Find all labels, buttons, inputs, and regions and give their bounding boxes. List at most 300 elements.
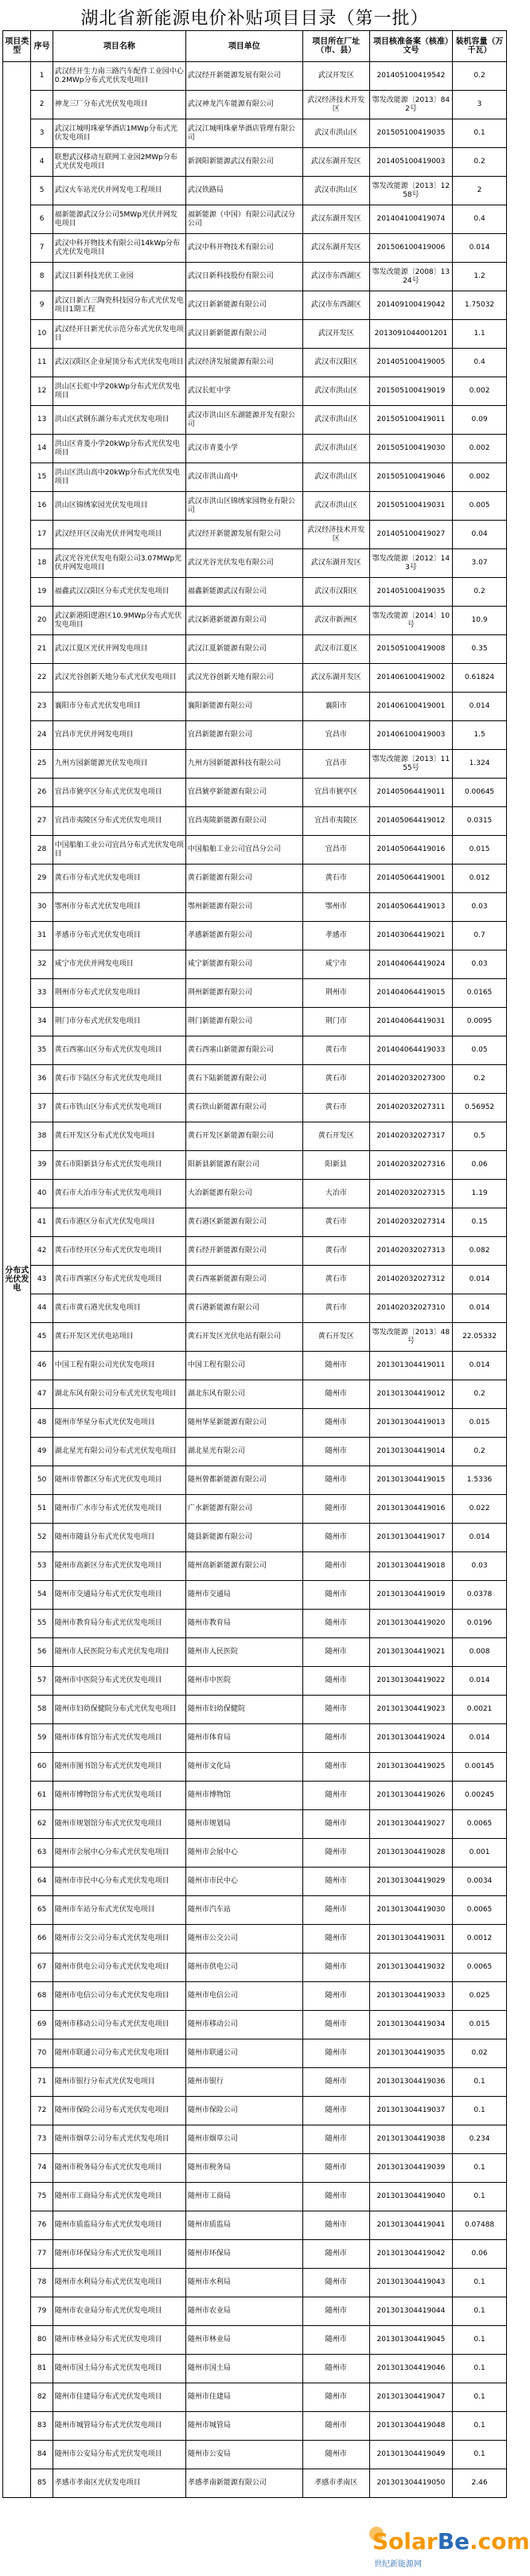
project-location: 宜昌市: [302, 721, 369, 750]
project-name: 荆州市分布式光伏发电项目: [53, 979, 185, 1008]
capacity: 0.56952: [453, 1094, 507, 1122]
project-location: 孝感市: [302, 922, 369, 950]
project-location: 黄石开发区: [302, 1323, 369, 1352]
approval-doc: 201301304419037: [369, 2097, 452, 2125]
project-unit: 随州市市民中心: [185, 1868, 302, 1896]
project-location: 随州市: [302, 1724, 369, 1753]
row-number: 27: [31, 807, 53, 836]
row-number: 3: [31, 119, 53, 148]
project-location: 随州市: [302, 2297, 369, 2326]
row-number: 23: [31, 693, 53, 721]
approval-doc: 201402032027313: [369, 1237, 452, 1266]
capacity: 0.0315: [453, 807, 507, 836]
project-location: 武汉市东西湖区: [302, 291, 369, 320]
project-unit: 随州市烟草公司: [185, 2125, 302, 2154]
row-number: 48: [31, 1409, 53, 1438]
project-name: 随州市人民医院分布式光伏发电项目: [53, 1638, 185, 1667]
approval-doc: 201403064419021: [369, 922, 452, 950]
approval-doc: 201301304419013: [369, 1409, 452, 1438]
project-unit: 武汉经开新能源发展有限公司: [185, 62, 302, 91]
approval-doc: 201301304419032: [369, 1953, 452, 1982]
capacity: 0.35: [453, 635, 507, 664]
project-unit: 武汉光谷创新天地有限公司: [185, 664, 302, 693]
approval-doc: 201406100419002: [369, 664, 452, 693]
table-row: [3, 1151, 507, 1180]
approval-doc: 201402032027317: [369, 1122, 452, 1151]
table-row: [3, 2125, 507, 2154]
capacity: 0.0034: [453, 1868, 507, 1896]
row-number: 65: [31, 1896, 53, 1925]
project-location: 宜昌市: [302, 750, 369, 779]
project-name: 宜昌市猇亭区分布式光伏发电项目: [53, 779, 185, 807]
capacity: 0.09: [453, 406, 507, 435]
project-unit: 随州市环保局: [185, 2240, 302, 2269]
table-row: [3, 1008, 507, 1036]
project-location: 襄阳市: [302, 693, 369, 721]
row-number: 43: [31, 1266, 53, 1294]
project-unit: 武汉经济发展能源有限公司: [185, 349, 302, 377]
approval-doc: 201405100419035: [369, 578, 452, 607]
project-unit: 随州市体育局: [185, 1724, 302, 1753]
table-row: [3, 1495, 507, 1524]
capacity: 0.015: [453, 836, 507, 865]
table-row: [3, 2240, 507, 2269]
capacity: 0.1: [453, 2068, 507, 2097]
project-unit: 武汉市洪山高中: [185, 463, 302, 492]
project-location: 武汉市新洲区: [302, 607, 369, 635]
row-number: 52: [31, 1524, 53, 1552]
row-number: 11: [31, 349, 53, 377]
header-doc: 项目核准备案（核准）文号: [369, 31, 452, 62]
project-name: 武汉新港阳逻港区10.9MWp分布式光伏发电项目: [53, 607, 185, 635]
project-name: 随州市农业局分布式光伏发电项目: [53, 2297, 185, 2326]
approval-doc: 201301304419049: [369, 2441, 452, 2469]
approval-doc: 201301304419033: [369, 1982, 452, 2011]
project-name: 随州市体育馆分布式光伏发电项目: [53, 1724, 185, 1753]
row-number: 82: [31, 2383, 53, 2412]
project-name: 黄石西塞山区分布式光伏发电项目: [53, 1036, 185, 1065]
project-unit: 襄阳新能源有限公司: [185, 693, 302, 721]
project-unit: 宜昌夷陵新能源有限公司: [185, 807, 302, 836]
table-row: [3, 1810, 507, 1839]
project-location: 随州市: [302, 1810, 369, 1839]
project-name: 随州市环保局分布式光伏发电项目: [53, 2240, 185, 2269]
row-number: 22: [31, 664, 53, 693]
approval-doc: 201301304419031: [369, 1925, 452, 1953]
project-name: 福新能源武汉分公司5MWp光伏并网发电项目: [53, 205, 185, 234]
project-name: 黄石市分布式光伏发电项目: [53, 865, 185, 893]
project-unit: 随州市公交公司: [185, 1925, 302, 1953]
row-number: 12: [31, 377, 53, 406]
project-location: 咸宁市: [302, 950, 369, 979]
project-name: 武汉光谷光伏发电有限公司3.07MWp光伏并网发电项目: [53, 549, 185, 578]
row-number: 77: [31, 2240, 53, 2269]
row-number: 78: [31, 2269, 53, 2297]
project-name: 随州市华星分布式光伏发电项目: [53, 1409, 185, 1438]
table-row: [3, 1409, 507, 1438]
project-location: 随州市: [302, 2183, 369, 2211]
project-unit: 黄石新能源有限公司: [185, 865, 302, 893]
approval-doc: 201505100419030: [369, 435, 452, 463]
project-unit: 中国工程有限公司: [185, 1352, 302, 1380]
project-unit: 随州市质监局: [185, 2211, 302, 2240]
project-unit: 黄石港新能源有限公司: [185, 1294, 302, 1323]
table-row: [3, 2469, 507, 2498]
project-unit: 宜昌猇亭新能源有限公司: [185, 779, 302, 807]
project-unit: 武汉光谷光伏发电有限公司: [185, 549, 302, 578]
row-number: 49: [31, 1438, 53, 1466]
project-name: 随州市车站分布式光伏发电项目: [53, 1896, 185, 1925]
project-name: 随州市烟草公司分布式光伏发电项目: [53, 2125, 185, 2154]
project-unit: 随州市会展中心: [185, 1839, 302, 1868]
project-location: 随州市: [302, 1466, 369, 1495]
project-location: 荆门市: [302, 1008, 369, 1036]
project-name: 洪山区长虹中学20kWp分布式光伏发电项目: [53, 377, 185, 406]
project-unit: 武汉神龙汽车能源有限公司: [185, 91, 302, 119]
table-row: [3, 377, 507, 406]
capacity: 0.2: [453, 62, 507, 91]
project-location: 随州市: [302, 1581, 369, 1610]
header-capacity: 装机容量（万千瓦）: [453, 31, 507, 62]
capacity: 0.0065: [453, 1953, 507, 1982]
header-row: [3, 31, 507, 62]
capacity: 0.0065: [453, 1810, 507, 1839]
row-number: 55: [31, 1610, 53, 1638]
project-unit: 咸宁新能源有限公司: [185, 950, 302, 979]
project-location: 黄石市: [302, 1266, 369, 1294]
row-number: 72: [31, 2097, 53, 2125]
approval-doc: 201301304419011: [369, 1352, 452, 1380]
table-row: [3, 2412, 507, 2441]
capacity: 0.03: [453, 893, 507, 922]
row-number: 44: [31, 1294, 53, 1323]
project-name: 咸宁市光伏并网发电项目: [53, 950, 185, 979]
table-row: [3, 2383, 507, 2412]
table-row: [3, 607, 507, 635]
table-row: [3, 291, 507, 320]
table-row: [3, 922, 507, 950]
header-type: 项目类型: [3, 31, 31, 62]
project-unit: 随州市银行: [185, 2068, 302, 2097]
row-number: 39: [31, 1151, 53, 1180]
project-name: 洪山区武钢东湖分布式光伏发电项目: [53, 406, 185, 435]
approval-doc: 201404064419033: [369, 1036, 452, 1065]
row-number: 35: [31, 1036, 53, 1065]
table-row: [3, 1782, 507, 1810]
project-unit: 随州华星新能源有限公司: [185, 1409, 302, 1438]
watermark-logo: SolarBe.com: [372, 2528, 530, 2555]
table-row: [3, 349, 507, 377]
project-location: 随州市: [302, 1896, 369, 1925]
project-location: 随州市: [302, 2383, 369, 2412]
project-location: 随州市: [302, 1552, 369, 1581]
project-location: 宜昌市夷陵区: [302, 807, 369, 836]
approval-doc: 201505100419031: [369, 492, 452, 521]
table-row: [3, 1753, 507, 1782]
capacity: 0.082: [453, 1237, 507, 1266]
row-number: 68: [31, 1982, 53, 2011]
table-row: [3, 1638, 507, 1667]
row-number: 7: [31, 234, 53, 263]
capacity: 0.05: [453, 1036, 507, 1065]
project-location: 宜昌市: [302, 836, 369, 865]
approval-doc: 201402032027315: [369, 1180, 452, 1208]
capacity: 0.06: [453, 1151, 507, 1180]
project-name: 随州市公安局分布式光伏发电项目: [53, 2441, 185, 2469]
project-name: 随州市广水市分布式光伏发电项目: [53, 1495, 185, 1524]
approval-doc: 201404064419024: [369, 950, 452, 979]
table-row: [3, 2355, 507, 2383]
project-location: 随州市: [302, 1982, 369, 2011]
approval-doc: 鄂发改能源〔2013〕1155号: [369, 750, 452, 779]
table-row: [3, 1266, 507, 1294]
row-number: 54: [31, 1581, 53, 1610]
project-name: 中国工程有限公司光伏发电项目: [53, 1352, 185, 1380]
capacity: 0.0378: [453, 1581, 507, 1610]
capacity: 0.2: [453, 1438, 507, 1466]
table-row: [3, 1581, 507, 1610]
table-row: [3, 1839, 507, 1868]
approval-doc: 201402032027316: [369, 1151, 452, 1180]
capacity: 0.03: [453, 1552, 507, 1581]
approval-doc: 201301304419048: [369, 2412, 452, 2441]
project-location: 武汉东湖开发区: [302, 664, 369, 693]
capacity: 1.324: [453, 750, 507, 779]
capacity: 0.0021: [453, 1696, 507, 1724]
table-row: [3, 1466, 507, 1495]
approval-doc: 201402032027314: [369, 1208, 452, 1237]
project-name: 武汉经开生力南三路汽车配件工业园中心0.2MWp分布式光伏发电项目: [53, 62, 185, 91]
row-number: 80: [31, 2326, 53, 2355]
project-name: 随州市市民中心分布式光伏发电项目: [53, 1868, 185, 1896]
project-unit: 福鑫新能源武汉有限公司: [185, 578, 302, 607]
approval-doc: 201301304419038: [369, 2125, 452, 2154]
capacity: 2.46: [453, 2469, 507, 2498]
capacity: 0.014: [453, 1524, 507, 1552]
project-location: 随州市: [302, 2011, 369, 2039]
capacity: 0.014: [453, 1667, 507, 1696]
row-number: 81: [31, 2355, 53, 2383]
table-row: [3, 1724, 507, 1753]
project-name: 武汉汉阳区企业屋顶分布式光伏发电项目: [53, 349, 185, 377]
project-unit: 随州市税务局: [185, 2154, 302, 2183]
project-unit: 广水新能源有限公司: [185, 1495, 302, 1524]
approval-doc: 201301304419026: [369, 1782, 452, 1810]
project-unit: 武汉日新新能源有限公司: [185, 320, 302, 349]
approval-doc: 201301304419030: [369, 1896, 452, 1925]
project-unit: 随州市规划局: [185, 1810, 302, 1839]
capacity: 0.002: [453, 435, 507, 463]
capacity: 0.001: [453, 1839, 507, 1868]
approval-doc: 201405064419012: [369, 807, 452, 836]
capacity: 0.06: [453, 2240, 507, 2269]
project-name: 随州市税务局分布式光伏发电项目: [53, 2154, 185, 2183]
capacity: 1.19: [453, 1180, 507, 1208]
table-row: [3, 1953, 507, 1982]
capacity: 0.1: [453, 2097, 507, 2125]
project-name: 随州市保险公司分布式光伏发电项目: [53, 2097, 185, 2125]
project-location: 武汉市洪山区: [302, 435, 369, 463]
table-row: [3, 1294, 507, 1323]
project-unit: 武汉长虹中学: [185, 377, 302, 406]
project-name: 黄石开发区光伏电站项目: [53, 1323, 185, 1352]
table-row: [3, 2297, 507, 2326]
project-unit: 随州市工商局: [185, 2183, 302, 2211]
project-unit: 随州高新新能源有限公司: [185, 1552, 302, 1581]
table-row: [3, 205, 507, 234]
project-unit: 随州市林业局: [185, 2326, 302, 2355]
row-number: 26: [31, 779, 53, 807]
capacity: 0.2: [453, 578, 507, 607]
project-location: 随州市: [302, 1925, 369, 1953]
row-number: 4: [31, 148, 53, 177]
project-unit: 孝感孝南新能源有限公司: [185, 2469, 302, 2498]
project-unit: 武汉江城明珠豪华酒店管理有限公司: [185, 119, 302, 148]
capacity: 0.00645: [453, 779, 507, 807]
capacity: 0.014: [453, 1294, 507, 1323]
row-number: 15: [31, 463, 53, 492]
project-name: 随州市教育局分布式光伏发电项目: [53, 1610, 185, 1638]
approval-doc: 201405064419013: [369, 893, 452, 922]
capacity: 1.1: [453, 320, 507, 349]
table-row: [3, 1208, 507, 1237]
project-unit: 武汉日新新能源有限公司: [185, 291, 302, 320]
table-body: [3, 62, 507, 2498]
capacity: 0.1: [453, 119, 507, 148]
project-unit: 武汉中科开物技术有限公司: [185, 234, 302, 263]
project-unit: 湖北东风有限公司: [185, 1380, 302, 1409]
approval-doc: 201505100419046: [369, 463, 452, 492]
capacity: 3: [453, 91, 507, 119]
project-location: 随州市: [302, 2125, 369, 2154]
project-unit: 鄂州新能源有限公司: [185, 893, 302, 922]
table-row: [3, 578, 507, 607]
approval-doc: 201404100419074: [369, 205, 452, 234]
row-number: 17: [31, 521, 53, 549]
table-row: [3, 1696, 507, 1724]
capacity: 0.014: [453, 693, 507, 721]
capacity: 0.7: [453, 922, 507, 950]
approval-doc: 201404064419015: [369, 979, 452, 1008]
project-unit: 中国船舶工业公司宜昌分公司: [185, 836, 302, 865]
capacity: 22.05332: [453, 1323, 507, 1352]
project-unit: 随州市妇幼保健院: [185, 1696, 302, 1724]
approval-doc: 201404064419031: [369, 1008, 452, 1036]
project-name: 洪山区洪山高中20kWp分布式光伏发电项目: [53, 463, 185, 492]
row-number: 28: [31, 836, 53, 865]
capacity: 0.02: [453, 2039, 507, 2068]
table-row: [3, 1180, 507, 1208]
approval-doc: 201505100419011: [369, 406, 452, 435]
project-name: 洪山区青菱小学20kWp分布式光伏发电项目: [53, 435, 185, 463]
row-number: 2: [31, 91, 53, 119]
project-unit: 随州市国土局: [185, 2355, 302, 2383]
table-row: [3, 2326, 507, 2355]
approval-doc: 201301304419046: [369, 2355, 452, 2383]
table-row: [3, 893, 507, 922]
table-row: [3, 2039, 507, 2068]
project-unit: 随州市汽车站: [185, 1896, 302, 1925]
project-name: 武汉江城明珠豪华酒店1MWp分布式光伏发电项目: [53, 119, 185, 148]
table-row: [3, 492, 507, 521]
header-name: 项目名称: [53, 31, 185, 62]
row-number: 18: [31, 549, 53, 578]
project-name: 随州市质监局分布式光伏发电项目: [53, 2211, 185, 2240]
approval-doc: 2013091044001201: [369, 320, 452, 349]
capacity: 0.012: [453, 865, 507, 893]
approval-doc: 201301304419019: [369, 1581, 452, 1610]
approval-doc: 201301304419042: [369, 2240, 452, 2269]
project-name: 福鑫武汉汉阳区分布式光伏发电项目: [53, 578, 185, 607]
row-number: 56: [31, 1638, 53, 1667]
project-location: 黄石开发区: [302, 1122, 369, 1151]
project-location: 随州市: [302, 1782, 369, 1810]
approval-doc: 201301304419015: [369, 1466, 452, 1495]
capacity: 0.03: [453, 950, 507, 979]
approval-doc: 201301304419014: [369, 1438, 452, 1466]
approval-doc: 201405100419027: [369, 521, 452, 549]
watermark-subtitle: 世纪新能源网: [374, 2560, 422, 2569]
row-number: 73: [31, 2125, 53, 2154]
project-location: 武汉市东西湖区: [302, 263, 369, 291]
approval-doc: 201301304419041: [369, 2211, 452, 2240]
table-row: [3, 1667, 507, 1696]
capacity: 2: [453, 177, 507, 205]
project-location: 武汉东湖开发区: [302, 205, 369, 234]
capacity: 0.00145: [453, 1753, 507, 1782]
project-location: 黄石市: [302, 1294, 369, 1323]
project-location: 随州市: [302, 1495, 369, 1524]
capacity: 0.002: [453, 463, 507, 492]
row-number: 69: [31, 2011, 53, 2039]
approval-doc: 201406100419003: [369, 721, 452, 750]
capacity: 0.1: [453, 2441, 507, 2469]
capacity: 0.04: [453, 521, 507, 549]
project-name: 宜昌市夷陵区分布式光伏发电项目: [53, 807, 185, 836]
project-location: 鄂州市: [302, 893, 369, 922]
project-location: 随州市: [302, 1380, 369, 1409]
table-row: [3, 177, 507, 205]
project-location: 武汉市洪山区: [302, 177, 369, 205]
capacity: 0.1: [453, 2383, 507, 2412]
row-number: 10: [31, 320, 53, 349]
row-number: 51: [31, 1495, 53, 1524]
project-name: 黄石市铁山区分布式光伏发电项目: [53, 1094, 185, 1122]
capacity: 0.1: [453, 2326, 507, 2355]
row-number: 67: [31, 1953, 53, 1982]
project-unit: 随州市交通局: [185, 1581, 302, 1610]
project-name: 随州市国土局分布式光伏发电项目: [53, 2355, 185, 2383]
capacity: 0.61824: [453, 664, 507, 693]
capacity: 0.014: [453, 1724, 507, 1753]
row-number: 71: [31, 2068, 53, 2097]
approval-doc: 鄂发改能源〔2012〕143号: [369, 549, 452, 578]
project-location: 武汉经济技术开发区: [302, 521, 369, 549]
capacity: 0.0165: [453, 979, 507, 1008]
table-row: [3, 1524, 507, 1552]
capacity: 0.0196: [453, 1610, 507, 1638]
project-location: 随州市: [302, 2355, 369, 2383]
table-row: [3, 549, 507, 578]
project-name: 随州市电信公司分布式光伏发电项目: [53, 1982, 185, 2011]
row-number: 14: [31, 435, 53, 463]
project-location: 随州市: [302, 2441, 369, 2469]
project-name: 武汉中科开物技术有限公司14kWp分布式光伏发电项目: [53, 234, 185, 263]
row-number: 38: [31, 1122, 53, 1151]
approval-doc: 鄂发改能源〔2013〕1258号: [369, 177, 452, 205]
capacity: 0.022: [453, 1495, 507, 1524]
approval-doc: 201301304419020: [369, 1610, 452, 1638]
